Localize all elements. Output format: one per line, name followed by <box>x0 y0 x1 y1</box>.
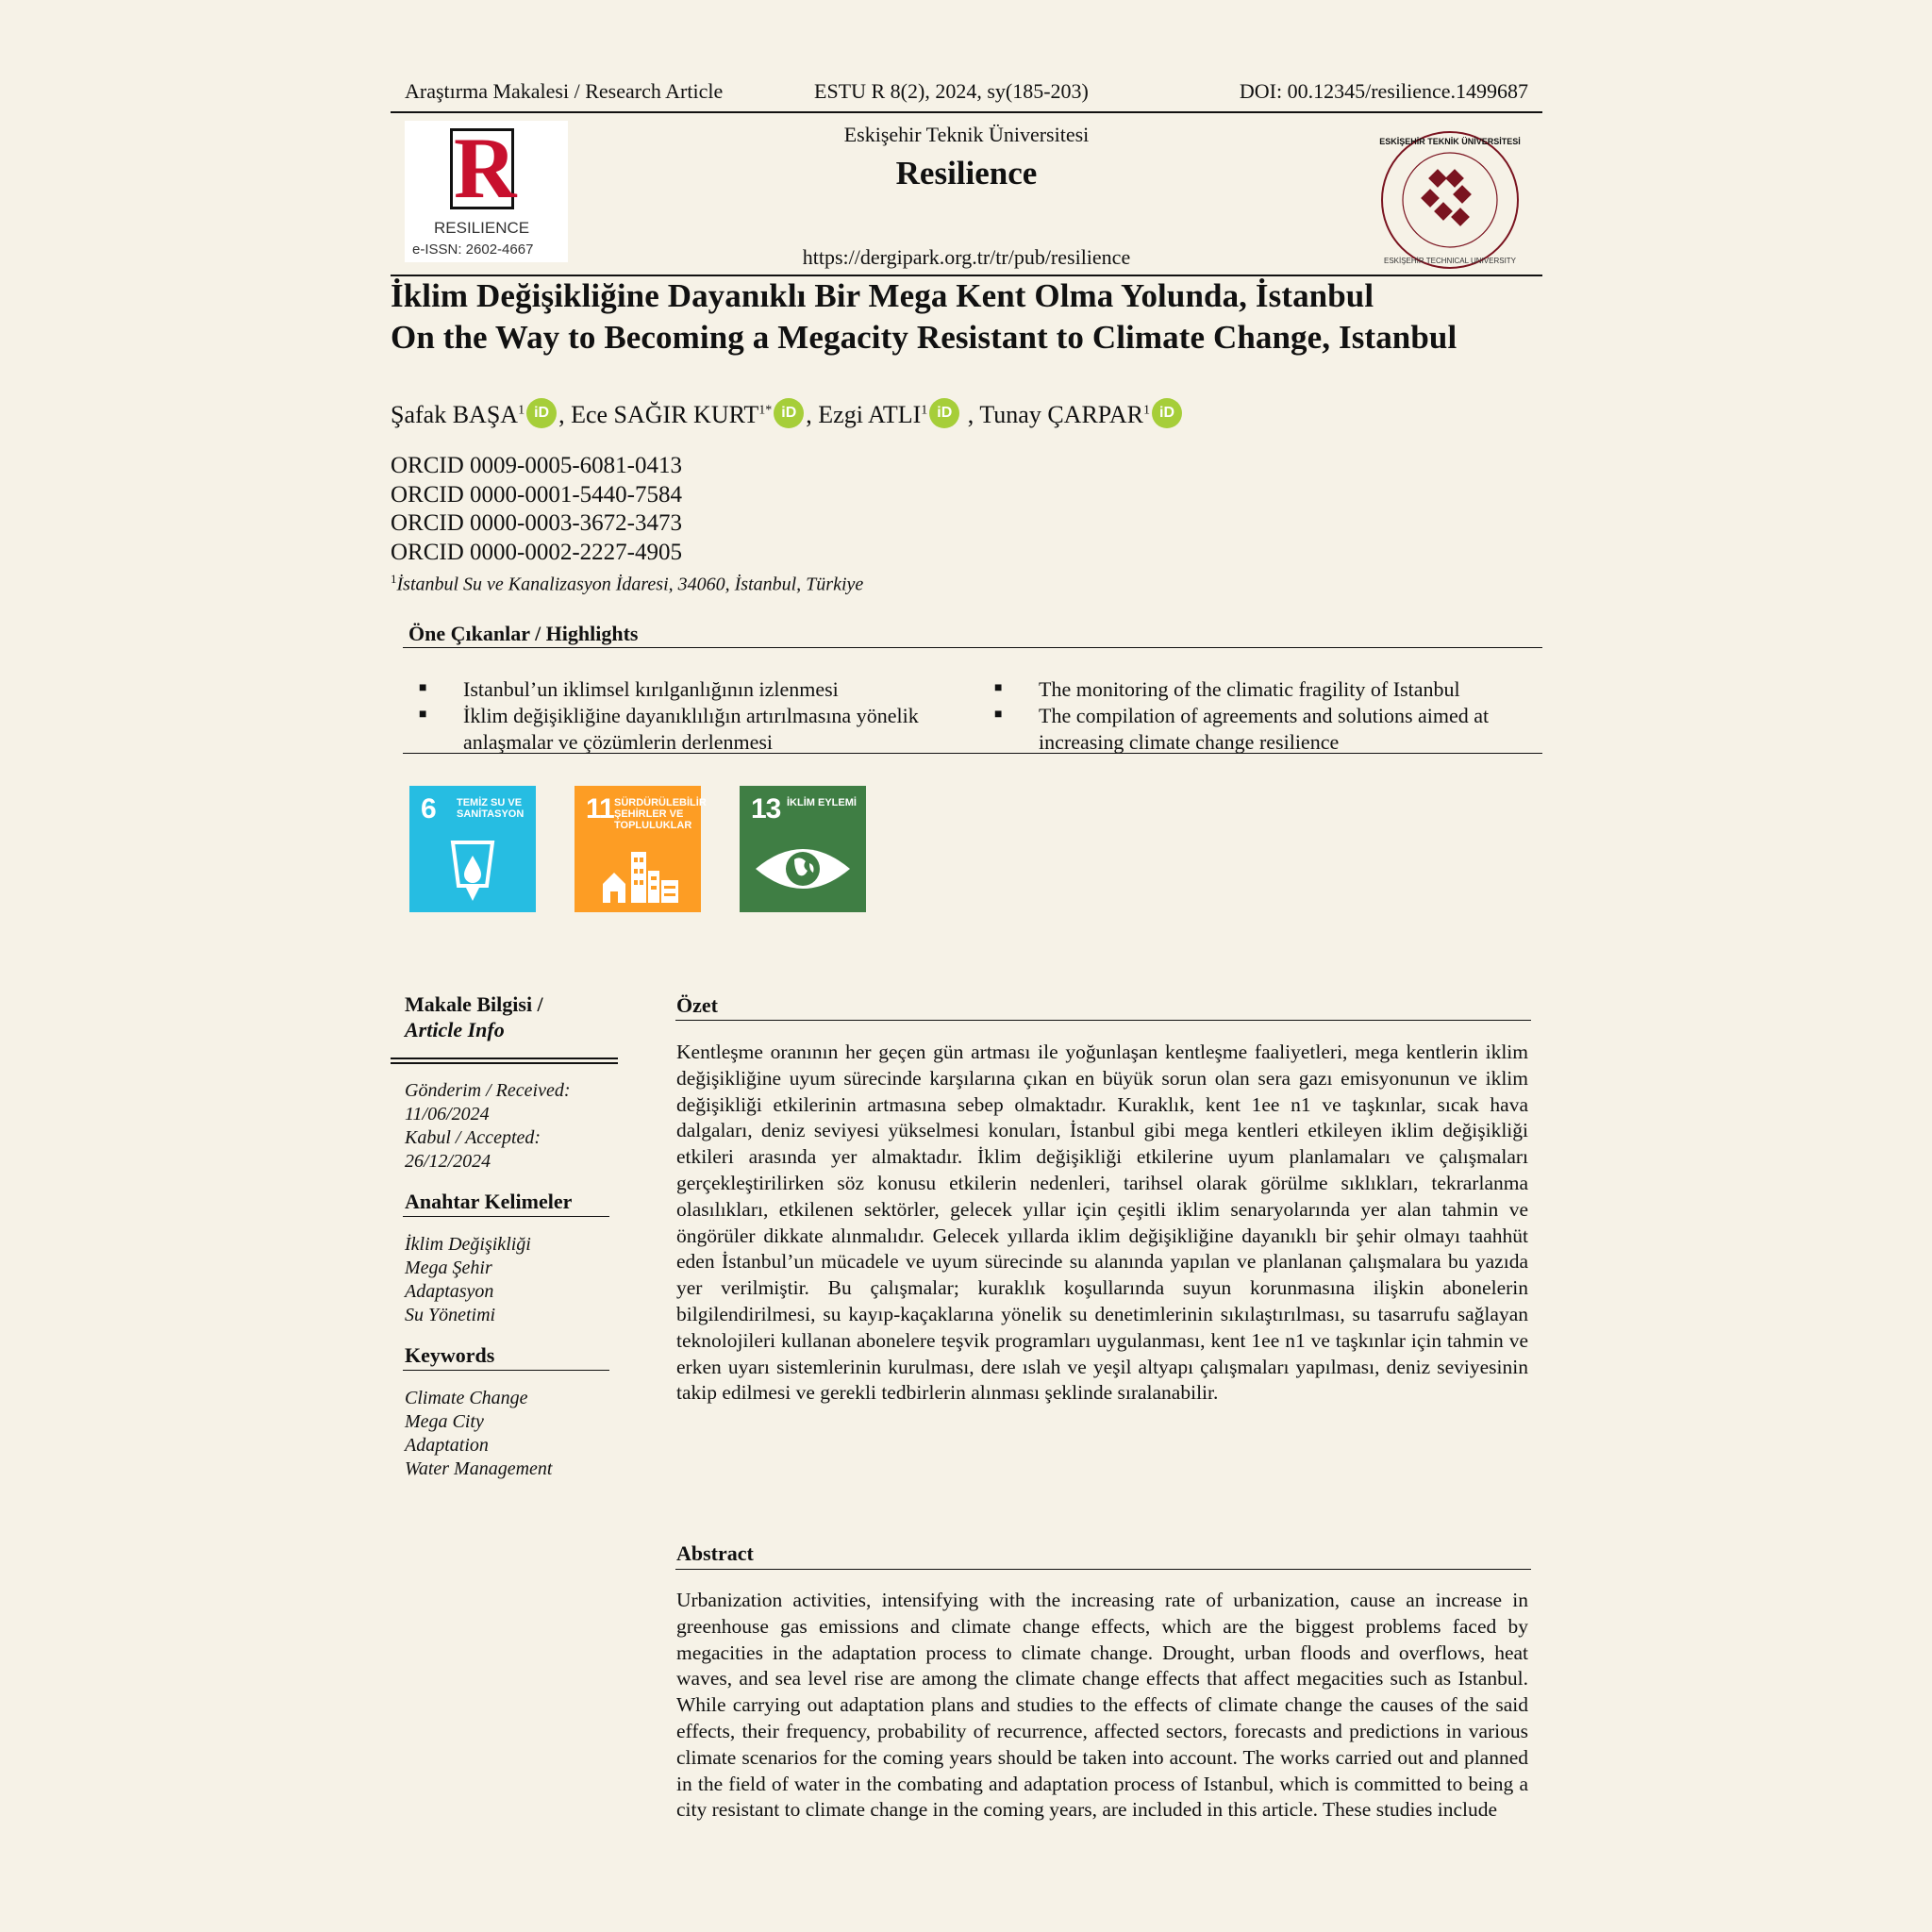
keyword-tr: İklim Değişikliği <box>405 1234 531 1255</box>
keyword-tr: Su Yönetimi <box>405 1305 496 1325</box>
svg-text:ESKİŞEHİR TEKNİK ÜNİVERSİTESİ: ESKİŞEHİR TEKNİK ÜNİVERSİTESİ <box>1379 137 1521 146</box>
bullet-icon: ■ <box>419 708 427 722</box>
eye-globe-icon <box>753 841 853 897</box>
ozet-rule <box>675 1020 1531 1021</box>
orcid-line[interactable]: ORCID 0009-0005-6081-0413 <box>391 453 683 478</box>
keyword-tr: Mega Şehir <box>405 1257 492 1278</box>
sdg-number: 11 <box>586 793 614 824</box>
doi[interactable]: DOI: 00.12345/resilience.1499687 <box>1239 79 1528 103</box>
author-affil-sup: 1 <box>518 403 525 418</box>
orcid-icon[interactable]: iD <box>929 398 959 428</box>
affiliation-text: İstanbul Su ve Kanalizasyon İdaresi, 34060, İstanbul, Türkiye <box>396 574 864 595</box>
accepted-label: Kabul / Accepted: <box>405 1127 541 1148</box>
keyword-tr: Adaptasyon <box>405 1281 494 1302</box>
article-info-heading-tr: Makale Bilgisi / <box>405 992 543 1016</box>
title-en: On the Way to Becoming a Megacity Resistant to Climate Change, Istanbul <box>391 319 1457 356</box>
orcid-icon[interactable]: iD <box>526 398 557 428</box>
university-name: Eskişehir Teknik Üniversitesi <box>843 123 1090 146</box>
highlight-tr: Istanbul’un iklimsel kırılganlığının izlenmesi <box>463 677 839 701</box>
orcid-icon[interactable]: iD <box>774 398 804 428</box>
keywords-tr-heading: Anahtar Kelimeler <box>405 1190 573 1213</box>
logo-letter: R <box>454 120 517 216</box>
author-name: Şafak BAŞA <box>391 401 519 428</box>
logo-issn: e-ISSN: 2602-4667 <box>412 242 534 258</box>
received-date: 11/06/2024 <box>405 1104 490 1124</box>
logo-word: RESILIENCE <box>434 219 530 237</box>
masthead-rule <box>391 275 1542 276</box>
journal-name: Resilience <box>895 155 1038 192</box>
accepted-date: 26/12/2024 <box>405 1151 491 1172</box>
bullet-icon: ■ <box>994 681 1003 695</box>
sdg-11-tile <box>575 786 707 912</box>
keyword-en: Mega City <box>405 1411 484 1432</box>
author-affil-sup: 1 <box>921 403 928 418</box>
article-info-heading-en: Article Info <box>405 1018 505 1041</box>
author-separator: , <box>558 401 572 428</box>
article-type: Araştırma Makalesi / Research Article <box>405 79 724 103</box>
author-separator: , <box>961 401 980 428</box>
highlights-top-rule <box>403 647 1542 648</box>
ozet-text: Kentleşme oranının her geçen gün artması ile yoğunlaşan kentleşme faaliyetleri, mega kentlerin iklim değişikliğine uyum sürecinde karşılarına çıkan en büyük sorun olan sera gazı emisyonunun ve iklim değişikliği etkilerinin artmasına sebep olmaktadır. Kuraklık, kent 1ee n1 ve taşkınlar, sıcak hava dalgaları, deniz seviyesi yükselmesi konuları, İstanbul gibi mega kentleri etkileyen iklim değişikliği etkileri arasında yer almaktadır. İklim değişikliği etkilerine uyum planlamaları ve çalışmaları gerçekleştirilirken söz konusu etkilerin nedenleri, tarihsel olarak görülme sıklıkları, tekrarlanma olasılıkları, etkilenen sektörler, gelecek yıllar için çeşitli iklim senaryolarında yer alan tahmin ve öngörüler dikkate alınmalıdır. Gelecek yıllarda iklim değişikliğine dayanıklı bir şehir olmayı taahhüt eden İstanbul’un mücadele ve uyum sürecinde su alanında yapılan ve planlanan çalışmalara bu yazıda yer verilmiştir. Bu çalışmalar; kuraklık koşullarında suyun korunmasına ilişkin abonelerin bilgilendirilmesi, su kayıp-kaçaklarına yönelik su denetimlerinin sıkılaştırılması, su tasarrufu sağlayan teknolojileri kullanan abonelere teşvik programları uygulanması, kent 1ee n1 ve taşkınlar için tahmin ve erken uyarı sistemlerinin kurulması, dere ıslah ve yeşil altyapı çalışmaları yapılması, deniz seviyesinin takip edilmesi ve gerekli tedbirlerin alınması şeklinde sıralanabilir. <box>676 1041 1528 1405</box>
title-tr: İklim Değişikliğine Dayanıklı Bir Mega Kent Olma Yolunda, İstanbul <box>391 277 1374 314</box>
author-list <box>391 398 1184 429</box>
orcid-icon[interactable]: iD <box>1152 398 1182 428</box>
affiliation <box>391 572 863 596</box>
journal-url[interactable]: https://dergipark.org.tr/tr/pub/resilience <box>802 245 1131 269</box>
keywords-tr-rule <box>403 1216 609 1217</box>
highlight-en: The monitoring of the climatic fragility of Istanbul <box>1039 677 1460 701</box>
orcid-line[interactable]: ORCID 0000-0001-5440-7584 <box>391 482 683 508</box>
bullet-icon: ■ <box>994 708 1003 722</box>
author-name: Ezgi ATLI <box>818 401 922 428</box>
author-name: Ece SAĞIR KURT <box>571 401 759 428</box>
received-label: Gönderim / Received: <box>405 1080 571 1101</box>
sdg-label: SÜRDÜRÜLEBİLİR ŞEHİRLER VE TOPLULUKLAR <box>614 797 707 831</box>
author-affil-sup: 1 <box>1143 403 1150 418</box>
sdg-13-tile <box>740 786 866 912</box>
sdg-6-tile <box>409 786 536 912</box>
highlights-bottom-rule <box>403 753 1542 754</box>
highlight-tr: İklim değişikliğine dayanıklılığın artırılmasına yönelik anlaşmalar ve çözümlerin derlenmesi <box>463 704 919 754</box>
svg-text:ESKİŞEHİR TECHNICAL UNIVERSITY: ESKİŞEHİR TECHNICAL UNIVERSITY <box>1383 257 1517 265</box>
abstract-rule <box>675 1569 1531 1570</box>
city-buildings-icon <box>601 842 680 905</box>
highlight-en: The compilation of agreements and solutions aimed at increasing climate change resilience <box>1039 704 1490 754</box>
sdg-label: TEMİZ SU VE SANİTASYON <box>457 797 525 820</box>
author-name: Tunay ÇARPAR <box>979 401 1143 428</box>
author-affil-sup: 1* <box>758 403 773 418</box>
sdg-number: 13 <box>751 793 781 824</box>
ozet-heading: Özet <box>676 993 718 1017</box>
university-seal <box>1374 129 1525 271</box>
affiliation-sup: 1 <box>391 572 397 586</box>
sdg-label: İKLİM EYLEMİ <box>787 797 857 808</box>
bullet-icon: ■ <box>419 681 427 695</box>
author-separator: , <box>806 401 819 428</box>
orcid-line[interactable]: ORCID 0000-0003-3672-3473 <box>391 510 683 536</box>
keyword-en: Adaptation <box>405 1435 489 1456</box>
highlights-heading: Öne Çıkanlar / Highlights <box>408 622 639 645</box>
keywords-en-rule <box>403 1370 609 1371</box>
keyword-en: Climate Change <box>405 1388 528 1408</box>
sdg-number: 6 <box>421 793 436 824</box>
water-glass-icon <box>449 839 496 905</box>
header-rule <box>391 111 1542 113</box>
keywords-en-heading: Keywords <box>405 1343 495 1367</box>
article-info-rule <box>391 1058 618 1064</box>
abstract-text: Urbanization activities, intensifying with the increasing rate of urbanization, cause an increase in greenhouse gas emissions and climate change effects, which are the biggest problems faced by megacities in the adaptation process to climate change. Drought, urban floods and overflows, heat waves, and sea level rise are among the climate change effects that affect megacities such as Istanbul. While carrying out adaptation plans and studies to the effects of climate change the causes of the said effects, their frequency, probability of recurrence, affected sectors, forecasts and predictions in various climate scenarios for the coming years should be taken into account. The works carried out and planned in the field of water in the combating and adaptation process of Istanbul, which is committed to being a city resistant to climate change in the coming years, are included in this article. These studies include <box>676 1589 1528 1822</box>
orcid-line[interactable]: ORCID 0000-0002-2227-4905 <box>391 540 683 565</box>
keyword-en: Water Management <box>405 1458 553 1479</box>
abstract-heading: Abstract <box>676 1541 754 1565</box>
citation: ESTU R 8(2), 2024, sy(185-203) <box>814 79 1089 103</box>
